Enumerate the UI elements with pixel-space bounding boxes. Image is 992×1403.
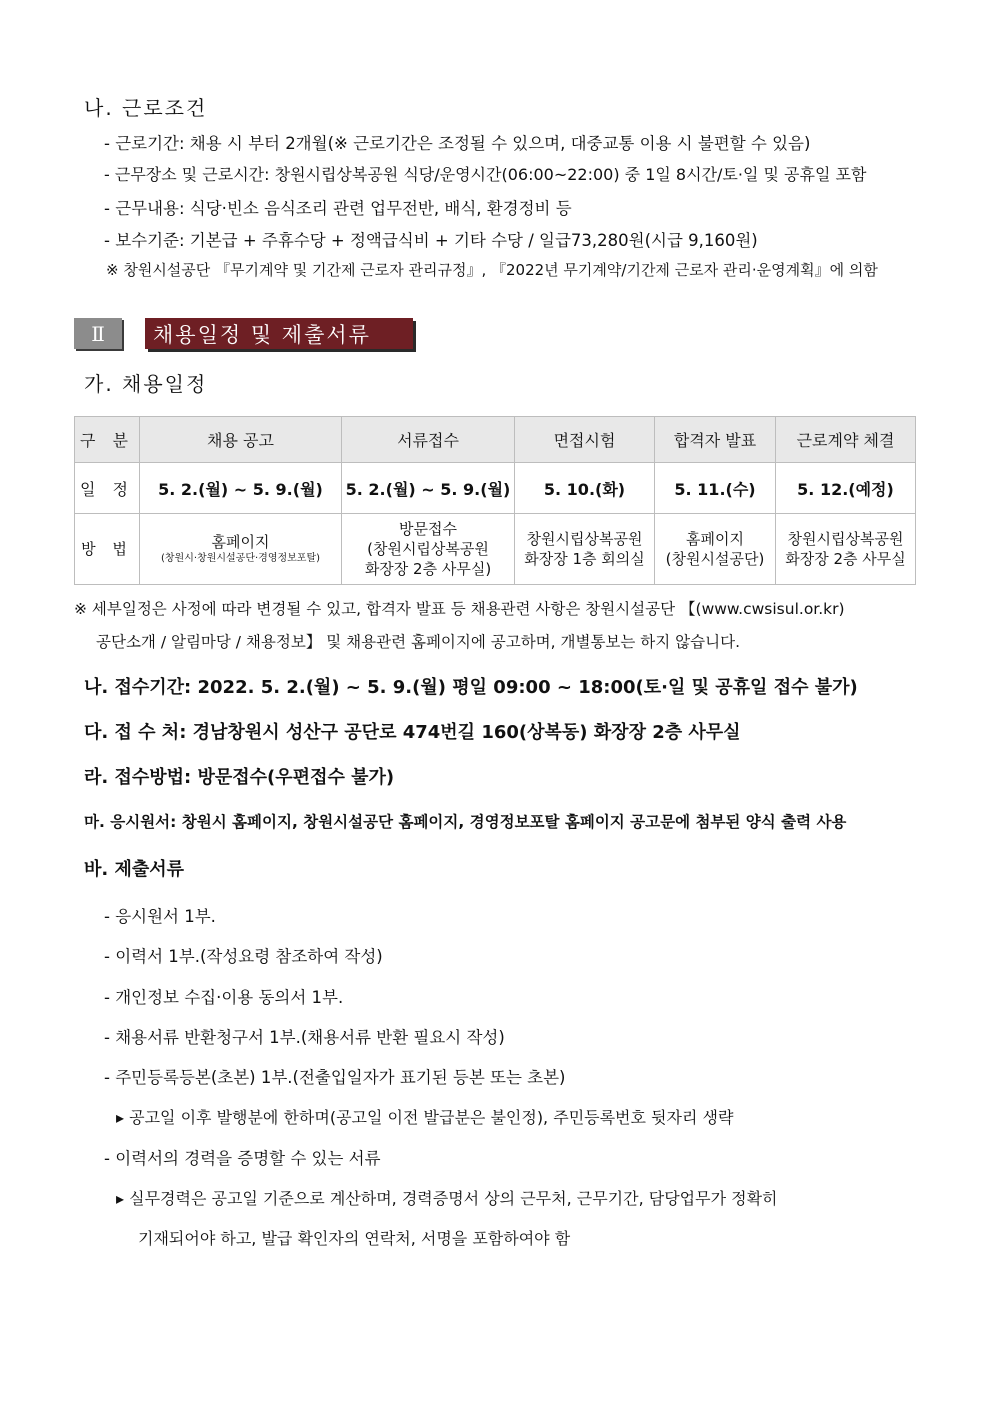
document-item: - 주민등록등본(초본) 1부.(전출입일자가 표기된 등본 또는 초본) xyxy=(104,1068,566,1087)
application-place: 다. 접 수 처: 경남창원시 성산구 공단로 474번길 160(상복동) 화장장 2층 사무실 xyxy=(84,722,741,743)
work-period-item: - 근로기간: 채용 시 부터 2개월(※ 근로기간은 조정될 수 있으며, 대중교통 이용 시 불편할 수 있음) xyxy=(104,134,811,153)
schedule-heading: 가. 채용일정 xyxy=(84,372,208,396)
document-subitem: ▸ 공고일 이후 발행분에 한하며(공고일 이전 발급분은 불인정), 주민등록번호 뒷자리 생략 xyxy=(116,1108,734,1127)
method-text: 홈페이지 xyxy=(211,533,270,551)
method-text: 창원시립상복공원 xyxy=(787,530,904,548)
method-cell xyxy=(140,514,342,585)
document-item: - 응시원서 1부. xyxy=(104,907,216,926)
date-cell: 5. 11.(수) xyxy=(655,463,776,514)
method-cell xyxy=(655,514,776,585)
method-cell xyxy=(342,514,515,585)
section-title: 채용일정 및 제출서류 xyxy=(145,318,413,349)
application-form: 마. 응시원서: 창원시 홈페이지, 창원시설공단 홈페이지, 경영정보포탈 홈페이지 공고문에 첨부된 양식 출력 사용 xyxy=(84,813,847,831)
application-method: 라. 접수방법: 방문접수(우편접수 불가) xyxy=(84,767,395,788)
table-row xyxy=(75,463,916,514)
application-period: 나. 접수기간: 2022. 5. 2.(월) ~ 5. 9.(월) 평일 09:00 ~ 18:00(토·일 및 공휴일 접수 불가) xyxy=(84,677,858,698)
header-cell: 서류접수 xyxy=(342,417,515,463)
header-cell: 근로계약 체결 xyxy=(776,417,916,463)
work-conditions-heading: 나. 근로조건 xyxy=(84,96,208,120)
method-cell xyxy=(515,514,655,585)
header-cell: 채용 공고 xyxy=(140,417,342,463)
row-label: 방 법 xyxy=(75,514,140,585)
document-subitem-continued: 기재되어야 하고, 발급 확인자의 연락처, 서명을 포함하여야 함 xyxy=(138,1229,571,1248)
work-content-item: - 근무내용: 식당·빈소 음식조리 관련 업무전반, 배식, 환경정비 등 xyxy=(104,199,572,218)
schedule-table xyxy=(74,416,916,585)
documents-heading: 바. 제출서류 xyxy=(84,859,185,880)
method-text: 화장장 1층 회의실 xyxy=(524,550,645,568)
method-subtext: (창원시·창원시설공단·경영정보포탈) xyxy=(160,553,321,564)
method-text: 홈페이지 xyxy=(686,530,744,548)
document-subitem: ▸ 실무경력은 공고일 기준으로 계산하며, 경력증명서 상의 근무처, 근무기간, 담당업무가 정확히 xyxy=(116,1189,778,1208)
work-place-item: - 근무장소 및 근로시간: 창원시립상복공원 식당/운영시간(06:00~22:00) 중 1일 8시간/토·일 및 공휴일 포함 xyxy=(104,165,867,184)
date-cell: 5. 2.(월) ~ 5. 9.(월) xyxy=(342,463,515,514)
date-cell: 5. 10.(화) xyxy=(515,463,655,514)
pay-standard-item: - 보수기준: 기본급 + 주휴수당 + 정액급식비 + 기타 수당 / 일급73,280원(시급 9,160원) xyxy=(104,231,758,250)
method-text: 화장장 2층 사무실 xyxy=(785,550,906,568)
table-row xyxy=(75,514,916,585)
header-cell: 면접시험 xyxy=(515,417,655,463)
table-header-row xyxy=(75,417,916,463)
date-cell: 5. 12.(예정) xyxy=(776,463,916,514)
schedule-notice-line2: 공단소개 / 알림마당 / 채용정보】 및 채용관련 홈페이지에 공고하며, 개별통보는 하지 않습니다. xyxy=(96,633,740,651)
method-text: (창원시립상복공원 xyxy=(367,540,489,558)
header-cell: 합격자 발표 xyxy=(655,417,776,463)
date-cell: 5. 2.(월) ~ 5. 9.(월) xyxy=(140,463,342,514)
section-number: Ⅱ xyxy=(74,318,122,349)
method-text: 방문접수 xyxy=(399,520,457,538)
regulation-note: ※ 창원시설공단 『무기계약 및 기간제 근로자 관리규정』, 『2022년 무기계약/기간제 근로자 관리·운영계획』에 의함 xyxy=(106,261,878,279)
document-item: - 이력서 1부.(작성요령 참조하여 작성) xyxy=(104,947,383,966)
document-item: - 채용서류 반환청구서 1부.(채용서류 반환 필요시 작성) xyxy=(104,1028,505,1047)
schedule-notice-line1: ※ 세부일정은 사정에 따라 변경될 수 있고, 합격자 발표 등 채용관련 사항은 창원시설공단 【(www.cwsisul.or.kr) xyxy=(74,600,845,618)
document-item: - 개인정보 수집·이용 동의서 1부. xyxy=(104,988,344,1007)
method-cell xyxy=(776,514,916,585)
method-text: 창원시립상복공원 xyxy=(526,530,643,548)
method-text: (창원시설공단) xyxy=(665,550,765,568)
document-item: - 이력서의 경력을 증명할 수 있는 서류 xyxy=(104,1149,381,1168)
row-label: 일 정 xyxy=(75,463,140,514)
method-text: 화장장 2층 사무실) xyxy=(364,560,492,578)
header-cell: 구 분 xyxy=(75,417,140,463)
